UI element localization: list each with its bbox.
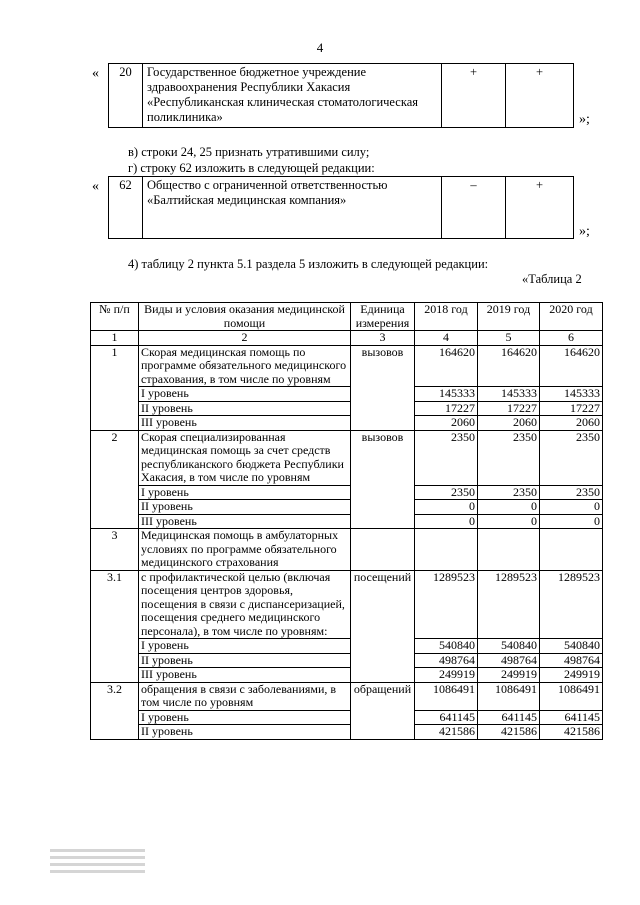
row-number	[91, 416, 139, 431]
row-value-2018: 249919	[415, 668, 478, 683]
row-value-2019: 2060	[478, 416, 540, 431]
col-number: 2	[139, 331, 351, 346]
table-header-row	[91, 303, 603, 331]
row-unit: посещений	[351, 570, 415, 639]
row-unit	[351, 725, 415, 740]
table-row	[91, 682, 603, 710]
quote-close-20: »;	[579, 112, 590, 127]
header-name: Виды и условия оказания медицинской помощи	[139, 303, 351, 331]
row-value-2020: 0	[540, 514, 603, 529]
row-value-2019: 145333	[478, 387, 540, 402]
row-value-2018: 2060	[415, 416, 478, 431]
row-value-2020: 1086491	[540, 682, 603, 710]
row-value-2019: 2350	[478, 430, 540, 485]
column-number-row	[91, 331, 603, 346]
row-unit	[351, 653, 415, 668]
row-number: 3	[91, 529, 139, 571]
table-row	[91, 345, 603, 387]
row-number	[91, 500, 139, 515]
table-row	[91, 500, 603, 515]
col-number: 3	[351, 331, 415, 346]
row-value-2020: 421586	[540, 725, 603, 740]
row-unit: вызовов	[351, 430, 415, 485]
paragraph-b: в) строки 24, 25 признать утратившими силу;	[128, 145, 370, 159]
row-name: II уровень	[139, 725, 351, 740]
table-row	[91, 485, 603, 500]
row-value-2019: 421586	[478, 725, 540, 740]
row-value-2018: 1086491	[415, 682, 478, 710]
quote-open-20: «	[92, 66, 99, 81]
table-row	[91, 529, 603, 571]
row-number	[91, 401, 139, 416]
quote-open-62: «	[92, 179, 99, 194]
row-unit	[351, 639, 415, 654]
row-value-2018: 540840	[415, 639, 478, 654]
row-name: II уровень	[139, 401, 351, 416]
row-name: III уровень	[139, 416, 351, 431]
row-number: 2	[91, 430, 139, 485]
row-value-2020: 0	[540, 500, 603, 515]
row-name: Скорая медицинская помощь по программе обязательного медицинского страхования, в том числе по уровням	[139, 345, 351, 387]
row-unit: обращений	[351, 682, 415, 710]
table-row	[91, 514, 603, 529]
row-name: III уровень	[139, 514, 351, 529]
row-value-2019: 1289523	[478, 570, 540, 639]
row-20-name: Государственное бюджетное учреждение здравоохранения Республики Хакасия «Республиканская клиническая стоматологическая поликлиника»	[143, 64, 442, 127]
main-table-body	[91, 303, 603, 740]
header-num: № п/п	[91, 303, 139, 331]
row-62-name: Общество с ограниченной ответственностью «Балтийская медицинская компания»	[143, 177, 442, 238]
row-62-number: 62	[119, 178, 132, 192]
row-unit	[351, 401, 415, 416]
row-number	[91, 653, 139, 668]
row-20-box	[108, 63, 574, 128]
row-value-2020: 249919	[540, 668, 603, 683]
row-value-2020: 164620	[540, 345, 603, 387]
header-2018: 2018 год	[415, 303, 478, 331]
header-2019: 2019 год	[478, 303, 540, 331]
row-value-2019: 17227	[478, 401, 540, 416]
faded-stamp	[50, 845, 145, 885]
row-name: обращения в связи с заболеваниями, в том числе по уровням	[139, 682, 351, 710]
table-row	[91, 653, 603, 668]
row-value-2020: 641145	[540, 710, 603, 725]
row-value-2020: 2350	[540, 430, 603, 485]
row-unit	[351, 500, 415, 515]
table-row	[91, 725, 603, 740]
col-number: 5	[478, 331, 540, 346]
row-unit	[351, 529, 415, 571]
row-value-2020: 145333	[540, 387, 603, 402]
row-number: 3.2	[91, 682, 139, 710]
row-unit: вызовов	[351, 345, 415, 387]
row-value-2019	[478, 529, 540, 571]
row-number	[91, 639, 139, 654]
row-number: 1	[91, 345, 139, 387]
row-value-2019: 249919	[478, 668, 540, 683]
row-value-2018: 498764	[415, 653, 478, 668]
row-unit	[351, 710, 415, 725]
table-row	[91, 401, 603, 416]
row-unit	[351, 387, 415, 402]
row-name: I уровень	[139, 485, 351, 500]
table-row	[91, 668, 603, 683]
row-value-2020: 17227	[540, 401, 603, 416]
table-row	[91, 430, 603, 485]
row-number	[91, 725, 139, 740]
page-number: 4	[316, 40, 324, 55]
row-unit	[351, 514, 415, 529]
row-value-2019: 0	[478, 514, 540, 529]
row-value-2019: 540840	[478, 639, 540, 654]
row-20-col1: +	[442, 64, 506, 127]
row-value-2018: 2350	[415, 430, 478, 485]
row-value-2020: 2350	[540, 485, 603, 500]
row-value-2019: 0	[478, 500, 540, 515]
row-value-2018: 164620	[415, 345, 478, 387]
row-value-2019: 2350	[478, 485, 540, 500]
header-2020: 2020 год	[540, 303, 603, 331]
row-number	[91, 485, 139, 500]
row-number: 3.1	[91, 570, 139, 639]
row-number	[91, 387, 139, 402]
row-value-2020: 498764	[540, 653, 603, 668]
row-value-2018: 2350	[415, 485, 478, 500]
header-unit: Единица измерения	[351, 303, 415, 331]
row-name: Медицинская помощь в амбулаторных условиях по программе обязательного медицинского страхования	[139, 529, 351, 571]
row-value-2018: 1289523	[415, 570, 478, 639]
row-unit	[351, 485, 415, 500]
row-name: II уровень	[139, 500, 351, 515]
row-unit	[351, 416, 415, 431]
row-value-2020: 540840	[540, 639, 603, 654]
row-name: II уровень	[139, 653, 351, 668]
row-value-2018: 641145	[415, 710, 478, 725]
row-value-2019: 164620	[478, 345, 540, 387]
col-number: 6	[540, 331, 603, 346]
paragraph-4: 4) таблицу 2 пункта 5.1 раздела 5 изложить в следующей редакции:	[128, 257, 489, 271]
row-value-2018	[415, 529, 478, 571]
main-table	[90, 302, 603, 740]
table-row	[91, 570, 603, 639]
table-row	[91, 639, 603, 654]
row-number	[91, 710, 139, 725]
row-62-col2: +	[506, 177, 574, 238]
row-value-2020: 2060	[540, 416, 603, 431]
col-number: 1	[91, 331, 139, 346]
row-value-2018: 421586	[415, 725, 478, 740]
col-number: 4	[415, 331, 478, 346]
row-value-2020	[540, 529, 603, 571]
row-name: I уровень	[139, 639, 351, 654]
row-number	[91, 668, 139, 683]
row-value-2019: 1086491	[478, 682, 540, 710]
row-value-2018: 0	[415, 514, 478, 529]
row-value-2018: 17227	[415, 401, 478, 416]
row-20-number: 20	[119, 65, 132, 79]
row-value-2018: 0	[415, 500, 478, 515]
quote-close-62: »;	[579, 224, 590, 239]
table-row	[91, 416, 603, 431]
row-value-2020: 1289523	[540, 570, 603, 639]
row-value-2019: 641145	[478, 710, 540, 725]
row-name: с профилактической целью (включая посещения центров здоровья, посещения в связи с диспансеризацией, посещения среднего медицинского персонала), в том числе по уровням:	[139, 570, 351, 639]
table-caption: «Таблица 2	[522, 272, 582, 286]
row-62-box	[108, 176, 574, 239]
row-name: I уровень	[139, 387, 351, 402]
row-name: Скорая специализированная медицинская помощь за счет средств республиканского бюджета Республики Хакасия, в том числе по уровням	[139, 430, 351, 485]
row-20-col2: +	[506, 64, 574, 127]
row-value-2018: 145333	[415, 387, 478, 402]
paragraph-g: г) строку 62 изложить в следующей редакции:	[128, 161, 375, 175]
row-62-col1: –	[442, 177, 506, 238]
table-row	[91, 710, 603, 725]
table-row	[91, 387, 603, 402]
row-unit	[351, 668, 415, 683]
row-number	[91, 514, 139, 529]
row-value-2019: 498764	[478, 653, 540, 668]
row-name: I уровень	[139, 710, 351, 725]
row-name: III уровень	[139, 668, 351, 683]
